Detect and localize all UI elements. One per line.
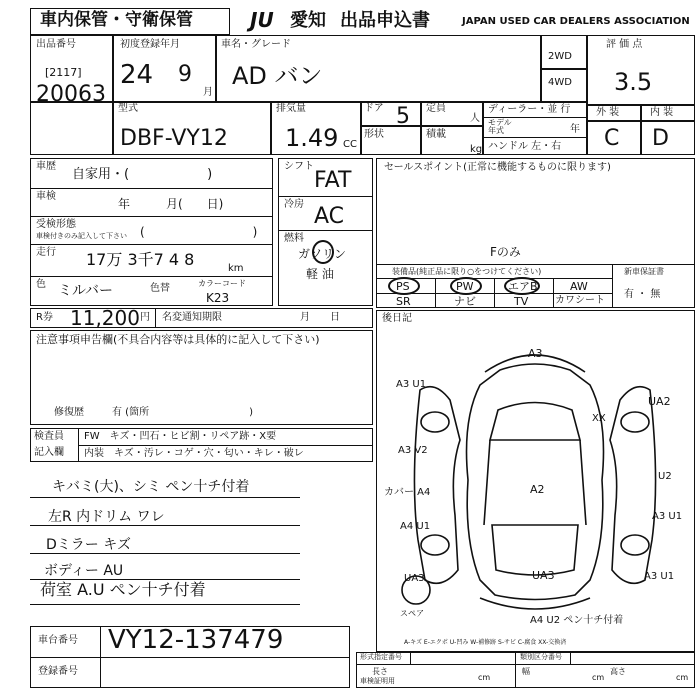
equipment-label: 装備品(純正品に限り○をつけてください) (392, 267, 542, 276)
new-warranty-label: 新車保証書 (624, 267, 664, 276)
lot-label: 出品番号 (36, 39, 76, 50)
fuel-alt: 軽 油 (306, 267, 334, 281)
storage-label: 車内保管・守衛保管 (40, 10, 193, 30)
ext-label: 外 装 (596, 107, 620, 118)
recept-note: 車検付きのみ記入して下さい (36, 232, 127, 240)
first-reg-label: 初度登録年月 (120, 39, 180, 50)
pw-circle (450, 277, 482, 295)
form-designation-label: 形式指定番号 (360, 653, 402, 661)
diagram-legend: A-キズ E-エクボ U-凹み W-補修跡 S-サビ C-腐食 XX-交換済 (404, 639, 567, 646)
cooler-label: 冷房 (284, 199, 304, 210)
mileage-label: 走行 (36, 247, 56, 258)
int-grade: D (652, 126, 669, 151)
new-warranty-value: 有 ・ 無 (624, 289, 661, 300)
equip-ps: PS (396, 280, 410, 293)
cap-label: 定員 (426, 103, 446, 114)
reg-label: 登録番号 (38, 666, 78, 677)
logo-mark: JU (250, 8, 274, 32)
shift-value: FAT (314, 168, 352, 193)
mark-a3-top: A3 (528, 347, 543, 360)
sales-label: セールスポイント(正常に機能するものに限ります) (384, 162, 611, 173)
length-label: 長さ (372, 667, 388, 676)
comment-3: Dミラー キズ (46, 537, 131, 553)
inspector-label-1: 検査員 (34, 431, 64, 442)
r-ticket-label: R券 (36, 312, 53, 323)
mark-ua2: UA2 (648, 395, 671, 408)
equip-navi: ナビ (454, 295, 476, 308)
repair-label: 修復歴 (54, 407, 84, 418)
disp-unit: CC (343, 139, 357, 150)
first-reg-year: 24 (120, 60, 154, 90)
score-value: 3.5 (614, 68, 653, 96)
shape-label: 形状 (364, 129, 384, 140)
model-label: 車名・グレード (221, 39, 291, 50)
doors-label: ドア (364, 103, 384, 114)
history-label: 車歴 (36, 161, 56, 172)
rear-note: A4 U2 ペン十チ付着 (530, 615, 624, 626)
notes-label: 注意事項申告欄(不具合内容等は具体的に記入して下さい) (36, 333, 320, 346)
equip-seat: カワシート (555, 295, 605, 306)
association-name: JAPAN USED CAR DEALERS ASSOCIATION (462, 16, 690, 27)
ext-grade: C (604, 126, 620, 151)
tax-value: 月 日 (300, 312, 340, 323)
load-label: 積載 (426, 129, 446, 140)
drive-2wd: 2WD (548, 51, 572, 62)
doors-value: 5 (396, 104, 410, 129)
color-code-label: カラーコード (198, 279, 246, 288)
cap-unit: 人 (470, 113, 480, 124)
mileage-value: 17万 3千7 4 8 (86, 250, 195, 269)
equip-tv: TV (514, 295, 529, 308)
fuel-label: 燃料 (284, 233, 304, 244)
inspector-row-2: 内装 キズ・汚レ・コゲ・穴・匂い・キレ・破レ (84, 448, 304, 459)
disp-value: 1.49 (285, 124, 339, 152)
mark-a2-center: A2 (530, 483, 545, 496)
cert-label: 車検証明用 (360, 677, 395, 685)
org-name: 愛知 (290, 10, 326, 31)
form-title: 出品申込書 (340, 10, 430, 31)
mark-cover: カバー A4 (384, 487, 431, 498)
equip-sr: SR (396, 295, 411, 308)
cooler-value: AC (314, 204, 345, 229)
comment-5: 荷室 A.U ペン十チ付着 (40, 580, 206, 599)
handle-label: ハンドル 左・右 (488, 141, 562, 152)
inspector-row-1: FW キズ・凹石・ヒビ割・リペア跡・X要 (84, 431, 277, 442)
recept-label: 受検形態 (36, 219, 76, 230)
mark-u2-right: U2 (658, 471, 672, 482)
chassis-value: VY12-137479 (108, 625, 284, 655)
load-unit: kg (470, 144, 483, 155)
mark-xx: XX (592, 413, 606, 424)
width-label: 幅 (522, 667, 530, 676)
type-label: 型式 (118, 103, 138, 114)
inspection-value: 年 月( 日) (118, 197, 224, 211)
history-value: 自家用・( ) (72, 167, 213, 182)
equip-airbag: エアB (508, 280, 538, 293)
model-year-unit: 年 (570, 124, 580, 135)
color-value: ミルバー (58, 283, 114, 299)
height-label: 高さ (610, 667, 626, 676)
comment-4: ボディー AU (44, 563, 124, 579)
mileage-unit: km (228, 263, 244, 274)
inspection-label: 車検 (36, 191, 56, 202)
chassis-label: 車台番号 (38, 635, 78, 646)
r-ticket-unit: 円 (140, 312, 150, 323)
inspector-label-2: 記入欄 (34, 447, 64, 458)
airbag-circle (504, 277, 540, 295)
equip-pw: PW (456, 280, 474, 293)
mark-a3u1-lower: A3 U1 (644, 571, 675, 582)
fuel-value: ガソリン (298, 247, 347, 261)
lot-small: [2117] (45, 66, 82, 79)
mark-a3v2-left: A3 V2 (398, 445, 428, 456)
shift-label: シフト (284, 161, 314, 172)
drive-4wd: 4WD (548, 77, 572, 88)
width-unit: cm (592, 673, 605, 682)
repair-value: 有 (箇所 ) (112, 407, 253, 418)
type-value: DBF-VY12 (120, 126, 228, 151)
mark-a4u1: A4 U1 (400, 521, 431, 532)
comment-1: キバミ(大)、シミ ペン十チ付着 (52, 479, 250, 495)
dealer-label: ディーラー・並 行 (488, 104, 571, 115)
spare-label: スペア (400, 609, 424, 618)
comment-2: 左R 内ドリム ワレ (48, 509, 165, 525)
mark-ua3-center: UA3 (532, 569, 555, 582)
mark-a3u1-left: A3 U1 (396, 379, 427, 390)
equipment-note: Fのみ (490, 245, 521, 259)
type-class-label: 類別区分番号 (520, 653, 562, 661)
ps-circle (388, 277, 420, 295)
color-change-label: 色替 (150, 283, 170, 294)
first-reg-month: 9 (178, 62, 192, 87)
int-label: 内 装 (650, 107, 674, 118)
tax-label: 名変通知期限 (162, 312, 222, 323)
lot-number: 20063 (36, 82, 106, 107)
color-code-value: K23 (206, 291, 230, 305)
disp-label: 排気量 (276, 103, 306, 114)
recept-value: ( ) (140, 225, 258, 239)
fuel-circle (312, 240, 334, 264)
model-name: AD バン (232, 62, 323, 90)
height-unit: cm (676, 673, 689, 682)
month-unit: 月 (203, 87, 213, 98)
length-unit: cm (478, 673, 491, 682)
mark-ua3-left: UA3 (404, 573, 425, 584)
equip-aw: AW (570, 280, 588, 293)
score-label: 評 価 点 (606, 39, 643, 50)
mark-a3u1-right: A3 U1 (652, 511, 683, 522)
back-seat-label: 後日記 (382, 313, 412, 324)
model-year-label: モデル 年式 (488, 118, 512, 135)
color-label: 色 (36, 279, 46, 290)
r-ticket-value: 11,200 (70, 306, 140, 330)
